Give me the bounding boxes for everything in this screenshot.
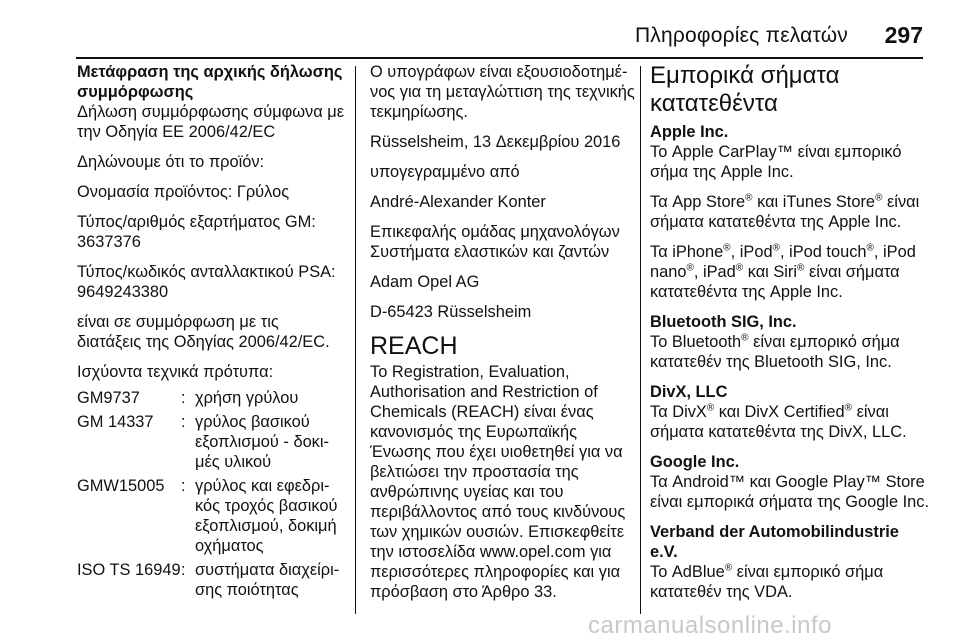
table-row bbox=[77, 412, 345, 476]
standard-separator: : bbox=[181, 389, 186, 407]
header-rule bbox=[76, 57, 923, 59]
vda-heading: Verband der Automobilindustrie e.V. bbox=[650, 523, 899, 561]
divx-text: Τα DivX® και DivX Certified® είναι σήματα κατατεθέντα της DivX, LLC. bbox=[650, 402, 907, 441]
signatory-role: Επικεφαλής ομάδας μηχανολόγων Συστήματα ελαστικών και ζαντών bbox=[370, 223, 620, 261]
apple-devices-text: Τα iPhone®, iPod®, iPod touch®, iPod nano®, iPad® και Siri® είναι σήματα κατατεθέντα της Apple Inc. bbox=[650, 242, 916, 301]
standard-code: GM9737 bbox=[77, 389, 140, 407]
authorization-text: Ο υπογράφων είναι εξουσιοδοτημένος για τη μεταγλώττιση της τεχνικής τεκμηρίωσης. bbox=[370, 63, 635, 121]
divx-heading: DivX, LLC bbox=[650, 383, 728, 401]
column-divider-2 bbox=[640, 66, 641, 614]
column-declaration bbox=[77, 62, 345, 604]
standard-code: GMW15005 bbox=[77, 477, 165, 495]
gm-part-number: Τύπος/αριθμός εξαρτήματος GM: 3637376 bbox=[77, 213, 316, 251]
apple-heading: Apple Inc. bbox=[650, 123, 729, 141]
declaration-product-intro: Δηλώνουμε ότι το προϊόν: bbox=[77, 153, 265, 171]
standard-description: συστήματα διαχείρισης ποιότητας bbox=[195, 561, 340, 599]
bluetooth-text: Το Bluetooth® είναι εμπορικό σήμα κατατεθέν της Bluetooth SIG, Inc. bbox=[650, 332, 900, 371]
product-name: Ονομασία προϊόντος: Γρύλος bbox=[77, 183, 290, 201]
page-number: 297 bbox=[884, 22, 923, 48]
psa-part-number: Τύπος/κωδικός ανταλλακτικού PSA: 9649243380 bbox=[77, 263, 336, 301]
trademarks-heading: Εμπορικά σήματα κατατεθέντα bbox=[650, 62, 840, 117]
apple-store-text: Τα App Store® και iTunes Store® είναι σήματα κατατεθέντα της Apple Inc. bbox=[650, 192, 920, 231]
table-row bbox=[77, 388, 345, 412]
section-title: Πληροφορίες πελατών bbox=[634, 24, 848, 47]
compliance-text: είναι σε συμμόρφωση με τις διατάξεις της Οδηγίας 2006/42/EC. bbox=[77, 313, 330, 351]
standard-separator: : bbox=[181, 477, 186, 495]
table-row bbox=[77, 476, 345, 560]
column-signature-reach bbox=[370, 62, 635, 612]
standard-code: ISO TS 16949 bbox=[77, 561, 181, 579]
signatory-name: André-Alexander Konter bbox=[370, 193, 546, 211]
place-date: Rüsselsheim, 13 Δεκεμβρίου 2016 bbox=[370, 133, 621, 151]
watermark: carmanualsonline.info bbox=[588, 612, 832, 639]
declaration-text: Δήλωση συμμόρφωσης σύμφωνα με την Οδηγία ΕΕ 2006/42/EC bbox=[77, 103, 345, 141]
reach-heading: REACH bbox=[370, 332, 458, 360]
standard-description: γρύλος και εφεδρικός τροχός βασικού εξοπλισμού, δοκιμή οχήματος bbox=[195, 477, 338, 555]
column-trademarks bbox=[650, 62, 930, 612]
standard-description: χρήση γρύλου bbox=[195, 389, 299, 407]
standards-intro: Ισχύοντα τεχνικά πρότυπα: bbox=[77, 363, 274, 381]
standard-separator: : bbox=[181, 413, 186, 431]
column-divider-1 bbox=[355, 66, 356, 614]
page-header bbox=[0, 0, 960, 60]
bluetooth-heading: Bluetooth SIG, Inc. bbox=[650, 313, 797, 331]
company-name: Adam Opel AG bbox=[370, 273, 480, 291]
apple-carplay-text: Το Apple CarPlay™ είναι εμπορικό σήμα της Apple Inc. bbox=[650, 143, 902, 181]
google-heading: Google Inc. bbox=[650, 453, 740, 471]
standard-code: GM 14337 bbox=[77, 413, 154, 431]
reach-text: Το Registration, Evaluation, Authorisation and Restriction of Chemicals (REACH) είναι ένας κανονισμός της Ευρωπαϊκής Ένωσης που έχει υιοθετηθεί για να βελτιώσει την προστασία της ανθρώπινης υγείας και του περιβάλλοντος από τους κινδύνους των χημικών ουσιών. Επισκεφθείτε την ιστοσελίδα www.opel.com για περισσότερες πληροφορίες και για πρόσβαση στο Άρθρο 33. bbox=[370, 363, 626, 601]
table-row bbox=[77, 560, 345, 604]
standard-separator: : bbox=[181, 561, 186, 579]
vda-text: Το AdBlue® είναι εμπορικό σήμα κατατεθέν της VDA. bbox=[650, 562, 884, 601]
standards-table bbox=[77, 388, 345, 604]
google-text: Τα Android™ και Google Play™ Store είναι εμπορικά σήματα της Google Inc. bbox=[650, 473, 930, 511]
company-address: D-65423 Rüsselsheim bbox=[370, 303, 532, 321]
signed-by-label: υπογεγραμμένο από bbox=[370, 163, 520, 181]
standard-description: γρύλος βασικού εξοπλισμού - δοκιμές υλικού bbox=[195, 413, 329, 471]
declaration-heading: Μετάφραση της αρχικής δήλωσης συμμόρφωσης bbox=[77, 63, 343, 101]
